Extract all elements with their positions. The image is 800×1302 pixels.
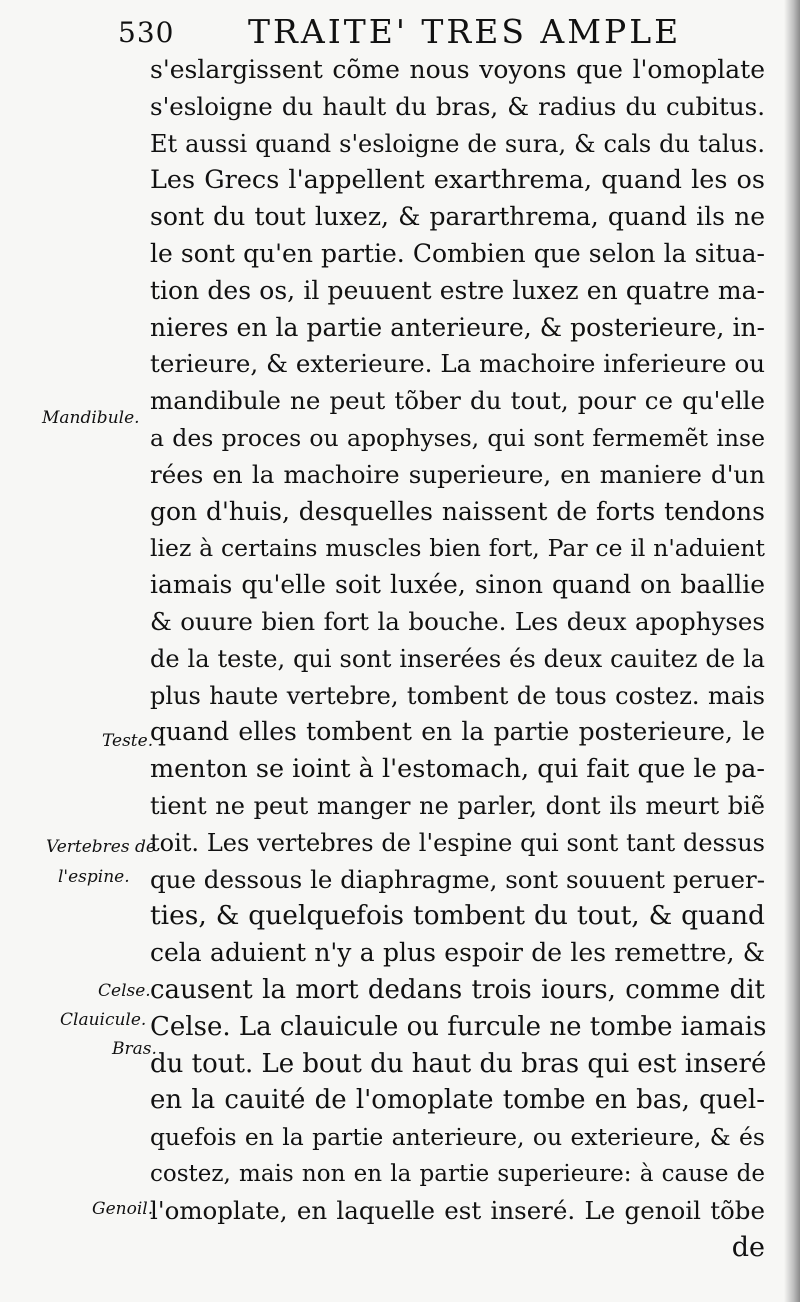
text-line: a des proces ou apophyses, qui sont fermemẽt inse bbox=[150, 423, 765, 452]
text-line: liez à certains muscles bien fort, Par ce il n'aduient bbox=[150, 534, 765, 563]
text-line: toit. Les vertebres de l'espine qui sont tant dessus bbox=[150, 828, 765, 857]
text-line: sont du tout luxez, & pararthrema, quand ils ne bbox=[150, 202, 765, 232]
text-line: en la cauité de l'omoplate tombe en bas, quel- bbox=[150, 1085, 765, 1116]
running-head bbox=[0, 10, 800, 54]
text-line: costez, mais non en la partie superieure: à cause de bbox=[150, 1160, 765, 1187]
margin-note-bras: Bras. bbox=[112, 1039, 157, 1059]
text-line: le sont qu'en partie. Combien que selon la situa- bbox=[150, 238, 765, 268]
text-line: causent la mort dedans trois iours, comme dit bbox=[150, 974, 765, 1005]
margin-note-clauicule: Clauicule. bbox=[60, 1010, 147, 1030]
text-line: s'esloigne du hault du bras, & radius du cubitus. bbox=[150, 91, 765, 121]
margin-note-genoil: Genoil. bbox=[92, 1199, 154, 1219]
text-line: du tout. Le bout du haut du bras qui est inseré bbox=[150, 1048, 767, 1079]
text-line: de bbox=[731, 1231, 765, 1263]
text-line: que dessous le diaphragme, sont souuent peruer- bbox=[150, 864, 765, 894]
margin-note-vertebres: Vertebres de bbox=[46, 837, 156, 857]
text-line: de la teste, qui sont inserées és deux cauitez de la bbox=[150, 644, 765, 673]
text-line: l'omoplate, en laquelle est inseré. Le genoil tõbe bbox=[150, 1195, 765, 1225]
text-line: quefois en la partie anterieure, ou exterieure, & és bbox=[150, 1123, 765, 1152]
text-line: & ouure bien fort la bouche. Les deux apophyses bbox=[150, 606, 765, 636]
text-line: plus haute vertebre, tombent de tous costez. mais bbox=[150, 681, 765, 710]
margin-note-espine: l'espine. bbox=[58, 867, 130, 887]
text-line: tient ne peut manger ne parler, dont ils meurt biẽ bbox=[150, 791, 765, 820]
text-line: quand elles tombent en la partie posterieure, le bbox=[150, 717, 765, 747]
running-title: TRAITE' TRES AMPLE bbox=[248, 12, 682, 51]
text-line: ties, & quelquefois tombent du tout, & quand bbox=[150, 900, 765, 932]
text-line: mandibule ne peut tõber du tout, pour ce qu'elle bbox=[150, 386, 765, 416]
text-line: iamais qu'elle soit luxée, sinon quand on baallie bbox=[150, 570, 765, 600]
margin-note-celse: Celse. bbox=[98, 981, 151, 1001]
body-text bbox=[150, 52, 765, 1266]
text-line: Celse. La clauicule ou furcule ne tombe iamais bbox=[150, 1011, 767, 1042]
page-binding-shadow bbox=[784, 0, 800, 1302]
text-line: menton se ioint à l'estomach, qui fait que le pa- bbox=[150, 754, 765, 785]
text-line: rées en la machoire superieure, en maniere d'un bbox=[150, 459, 765, 489]
margin-note-teste: Teste. bbox=[102, 731, 154, 751]
text-line: gon d'huis, desquelles naissent de forts tendons bbox=[150, 496, 765, 526]
page-number: 530 bbox=[118, 16, 175, 49]
margin-note-mandibule: Mandibule. bbox=[42, 408, 140, 428]
text-line: cela aduient n'y a plus espoir de les remettre, & bbox=[150, 938, 765, 968]
text-line: Et aussi quand s'esloigne de sura, & cals du talus. bbox=[150, 129, 765, 158]
text-line: terieure, & exterieure. La machoire inferieure ou bbox=[150, 349, 765, 379]
text-line: Les Grecs l'appellent exarthrema, quand les os bbox=[150, 165, 765, 196]
text-line: s'eslargissent cõme nous voyons que l'omoplate bbox=[150, 55, 765, 84]
text-line: nieres en la partie anterieure, & posterieure, in- bbox=[150, 312, 765, 342]
text-line: tion des os, il peuuent estre luxez en quatre ma- bbox=[150, 275, 765, 305]
